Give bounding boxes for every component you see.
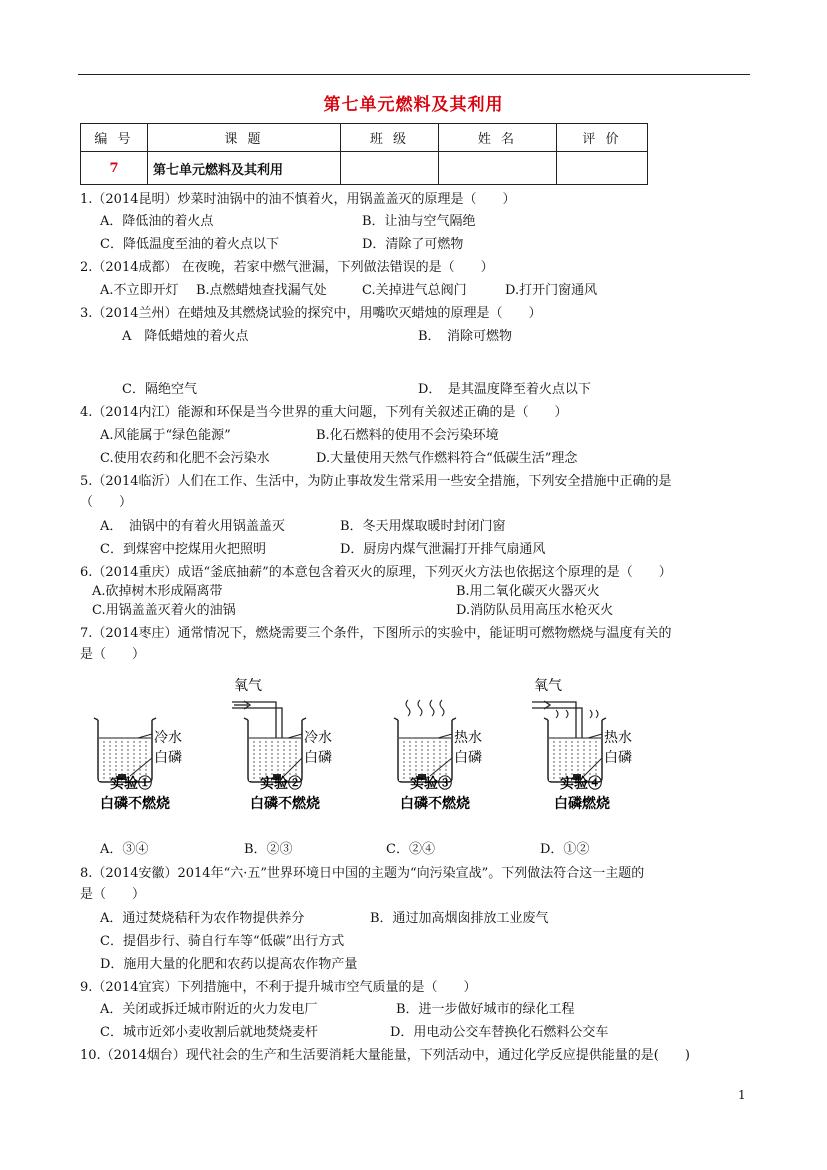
- q8-option-a[interactable]: A．通过焚烧秸秆为农作物提供养分: [100, 911, 305, 926]
- exp4-water-label: 热水: [604, 730, 632, 746]
- question-9: 9.（2014宜宾）下列措施中，不利于提升城市空气质量的是（ ）: [80, 980, 477, 995]
- combustion-experiments-figure: [90, 676, 650, 816]
- q4-option-a[interactable]: A.风能属于“绿色能源”: [100, 428, 231, 443]
- info-table: [80, 123, 648, 185]
- page-title: 第七单元燃料及其利用: [323, 95, 504, 115]
- question-2: 2.（2014成都） 在夜晚，若家中燃气泄漏，下列做法错误的是（ ）: [80, 260, 494, 275]
- q6-option-b[interactable]: B.用二氧化碳灭火器灭火: [456, 584, 600, 599]
- cell-name[interactable]: [439, 152, 557, 185]
- experiment-1: [94, 718, 182, 812]
- q5-option-d[interactable]: D．厨房内煤气泄漏打开排气扇通风: [340, 542, 546, 557]
- exp3-phosphorus-label: 白磷: [454, 750, 482, 766]
- question-8: 8.（2014安徽）2014年“六·五”世界环境日中国的主题为“向污染宣战”。下列做法符合这一主题的: [80, 866, 645, 881]
- experiment-4: [532, 678, 632, 812]
- exp4-gas-label: 氧气: [534, 678, 562, 694]
- q9-option-d[interactable]: D．用电动公交车替换化石燃料公交车: [390, 1025, 609, 1040]
- question-5: 5.（2014临沂）人们在工作、生活中，为防止事故发生常采用一些安全措施，下列安全措施中正确的是: [80, 474, 672, 489]
- question-6: 6.（2014重庆）成语“釜底抽薪”的本意包含着灭火的原理，下列灭火方法也依据这个原理的是（ ）: [80, 565, 672, 580]
- exp1-water-label: 冷水: [154, 730, 182, 746]
- page-number: 1: [738, 1088, 746, 1102]
- q3-option-c[interactable]: C．隔绝空气: [122, 382, 197, 397]
- exp4-label: 实验④: [560, 776, 602, 792]
- q3-option-d[interactable]: D． 是其温度降至着火点以下: [418, 382, 591, 397]
- q7-option-c[interactable]: C．②④: [386, 842, 435, 857]
- question-10: 10.（2014烟台）现代社会的生产和生活要消耗大量能量，下列活动中，通过化学反应提供能量的是( ): [80, 1048, 690, 1063]
- q4-option-b[interactable]: B.化石燃料的使用不会污染环境: [316, 428, 499, 443]
- exp3-water-label: 热水: [454, 730, 482, 746]
- q1-option-c[interactable]: C．降低温度至油的着火点以下: [100, 237, 279, 252]
- experiment-2: [232, 678, 332, 812]
- q1-option-b[interactable]: B．让油与空气隔绝: [362, 214, 476, 229]
- exp2-water-label: 冷水: [304, 730, 332, 746]
- exp1-label: 实验①: [110, 776, 152, 792]
- exp2-label: 实验②: [260, 776, 302, 792]
- header-num: 编 号: [81, 124, 148, 152]
- q4-option-d[interactable]: D.大量使用天然气作燃料符合“低碳生活”理念: [316, 451, 578, 466]
- experiment-3: [394, 700, 482, 812]
- exp2-gas-label: 氧气: [234, 678, 262, 694]
- cell-class[interactable]: [341, 152, 439, 185]
- question-3: 3.（2014兰州）在蜡烛及其燃烧试验的探究中，用嘴吹灭蜡烛的原理是（ ）: [80, 306, 542, 321]
- exp1-result: 白磷不燃烧: [100, 796, 170, 812]
- question-7-cont: 是（ ）: [80, 647, 146, 662]
- header-class: 班 级: [341, 124, 439, 152]
- q8-option-b[interactable]: B．通过加高烟囱排放工业废气: [370, 911, 549, 926]
- cell-course: 第七单元燃料及其利用: [148, 152, 341, 185]
- q4-option-c[interactable]: C.使用农药和化肥不会污染水: [100, 451, 270, 466]
- q7-option-b[interactable]: B．②③: [244, 842, 293, 857]
- question-5-cont: （ ）: [80, 495, 133, 510]
- question-7: 7.（2014枣庄）通常情况下，燃烧需要三个条件，下图所示的实验中，能证明可燃物燃烧与温度有关的: [80, 626, 672, 641]
- q3-option-a[interactable]: A 降低蜡烛的着火点: [122, 329, 249, 344]
- q9-option-a[interactable]: A．关闭或拆迁城市附近的火力发电厂: [100, 1002, 318, 1017]
- q6-option-a[interactable]: A.砍掉树木形成隔离带: [92, 584, 223, 599]
- exp3-label: 实验③: [410, 776, 452, 792]
- q9-option-b[interactable]: B．进一步做好城市的绿化工程: [396, 1002, 575, 1017]
- q2-option-a[interactable]: A.不立即开灯: [100, 283, 179, 298]
- q1-option-d[interactable]: D．清除了可燃物: [362, 237, 464, 252]
- header-grade: 评 价: [557, 124, 648, 152]
- question-1: 1.（2014昆明）炒菜时油锅中的油不慎着火，用锅盖盖灭的原理是（ ）: [80, 192, 516, 207]
- q2-option-d[interactable]: D.打开门窗通风: [505, 283, 598, 298]
- q8-option-c[interactable]: C．提倡步行、骑自行车等“低碳”出行方式: [100, 934, 345, 949]
- q5-option-a[interactable]: A． 油锅中的有着火用锅盖盖灭: [100, 519, 285, 534]
- q6-option-c[interactable]: C.用锅盖盖灭着火的油锅: [92, 603, 236, 618]
- q5-option-b[interactable]: B．冬天用煤取暖时封闭门窗: [340, 519, 506, 534]
- q8-option-d[interactable]: D．施用大量的化肥和农药以提高农作物产量: [100, 957, 358, 972]
- exp2-result: 白磷不燃烧: [250, 796, 320, 812]
- q2-option-c[interactable]: C.关掉进气总阀门: [362, 283, 467, 298]
- header-name: 姓 名: [439, 124, 557, 152]
- exp1-phosphorus-label: 白磷: [154, 750, 182, 766]
- q9-option-c[interactable]: C．城市近郊小麦收割后就地焚烧麦杆: [100, 1025, 318, 1040]
- question-8-cont: 是（ ）: [80, 887, 146, 902]
- exp2-phosphorus-label: 白磷: [304, 750, 332, 766]
- exp3-result: 白磷不燃烧: [400, 796, 470, 812]
- q1-option-a[interactable]: A．降低油的着火点: [100, 214, 214, 229]
- header-rule: [78, 74, 750, 75]
- exp4-result: 白磷燃烧: [554, 796, 610, 812]
- q6-option-d[interactable]: D.消防队员用高压水枪灭火: [456, 603, 614, 618]
- q2-option-b[interactable]: B.点燃蜡烛查找漏气处: [196, 283, 327, 298]
- q3-option-b[interactable]: B． 消除可燃物: [418, 329, 513, 344]
- question-4: 4.（2014内江）能源和环保是当今世界的重大问题，下列有关叙述正确的是（ ）: [80, 405, 568, 420]
- exp4-phosphorus-label: 白磷: [604, 750, 632, 766]
- q5-option-c[interactable]: C．到煤窖中挖煤用火把照明: [100, 542, 266, 557]
- cell-grade[interactable]: [557, 152, 648, 185]
- cell-num: 7: [81, 152, 148, 185]
- header-course: 课 题: [148, 124, 341, 152]
- q7-option-d[interactable]: D．①②: [540, 842, 590, 857]
- q7-option-a[interactable]: A．③④: [100, 842, 149, 857]
